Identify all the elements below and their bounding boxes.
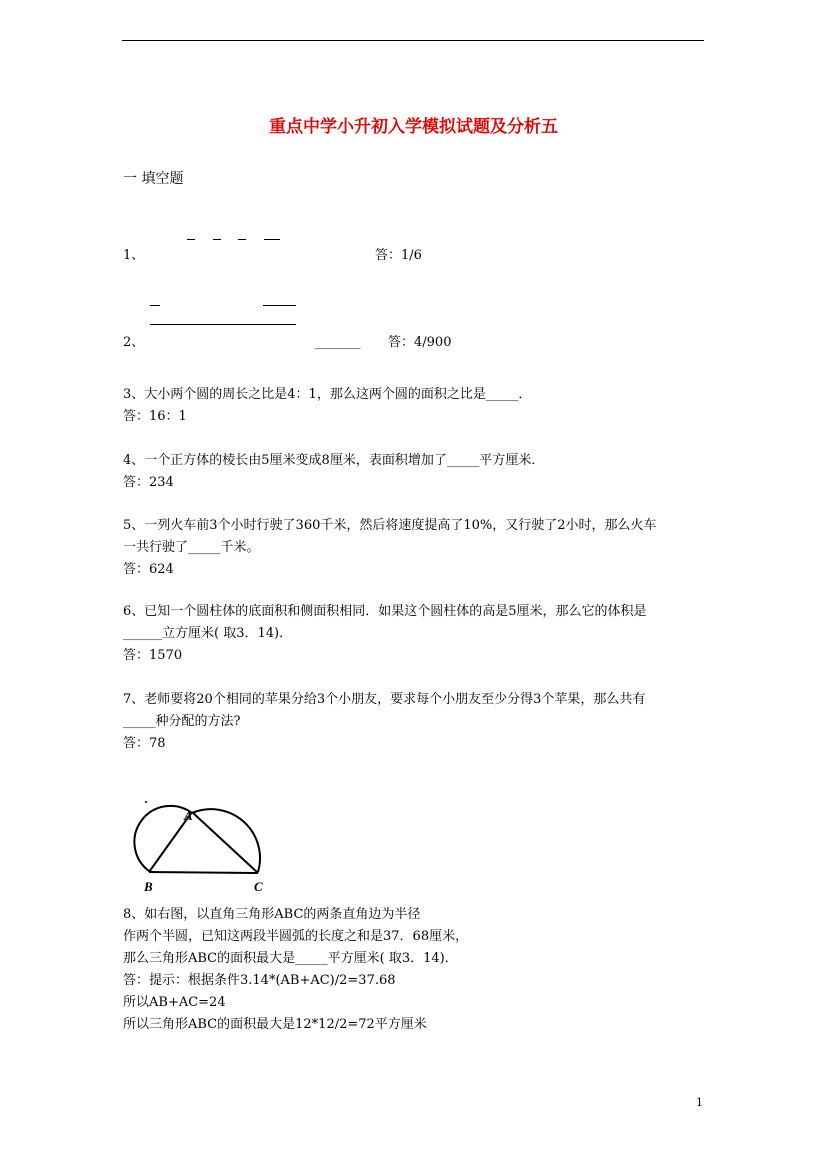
q8-text-line: 8、如右图，以直角三角形ABC的两条直角边为半径 xyxy=(123,907,421,922)
q7-text-line: _____种分配的方法? xyxy=(123,714,241,729)
q8-text-line: 作两个半圆，已知这两段半圆弧的长度之和是37．68厘米， xyxy=(123,929,469,944)
q6-text-line: ______立方厘米( 取3．14)． xyxy=(123,626,293,641)
q4-answer: 答：234 xyxy=(123,475,174,490)
label-a: A xyxy=(184,808,193,823)
q2-formula-dash xyxy=(150,305,160,306)
q1-formula-dash xyxy=(238,239,246,240)
q6-answer: 答：1570 xyxy=(123,648,183,663)
q3-text: 3、大小两个圆的周长之比是4：1，那么这两个圆的面积之比是_____． xyxy=(123,387,532,402)
q5-text-line: 5、一列火车前3个小时行驶了360千米，然后将速度提高了10%，又行驶了2小时，那么火车 xyxy=(123,518,657,533)
q7-text-line: 7、老师要将20个相同的苹果分给3个小朋友，要求每个小朋友至少分得3个苹果，那么共有 xyxy=(123,692,646,707)
q1-answer: 答：1/6 xyxy=(375,248,422,263)
side-bc xyxy=(149,872,258,873)
q2-formula-dash xyxy=(263,305,296,306)
label-b: B xyxy=(144,879,153,894)
document-title: 重点中学小升初入学模拟试题及分析五 xyxy=(269,117,558,137)
stray-dot xyxy=(145,801,147,803)
q7-answer: 答：78 xyxy=(123,736,166,751)
q8-step: 所以AB+AC=24 xyxy=(123,995,226,1010)
q2-answer: 答：4/900 xyxy=(388,335,452,350)
q1-formula-dash xyxy=(264,239,280,240)
q6-text-line: 6、已知一个圆柱体的底面积和侧面积相同．如果这个圆柱体的高是5厘米，那么它的体积是 xyxy=(123,604,647,619)
q1-formula-dash xyxy=(213,239,221,240)
q5-text-line: 一共行驶了_____千米。 xyxy=(123,540,260,555)
q1-number: 1、 xyxy=(123,248,145,263)
q8-conclusion: 所以三角形ABC的面积最大是12*12/2=72平方厘米 xyxy=(123,1017,427,1032)
page-number: 1 xyxy=(696,1096,703,1109)
q1-formula-dash xyxy=(187,239,195,240)
q2-number: 2、 xyxy=(123,335,145,350)
q8-hint: 答：提示：根据条件3.14*(AB+AC)/2=37.68 xyxy=(123,973,396,988)
q2-fraction-bar xyxy=(150,324,296,325)
semicircle-ac xyxy=(192,809,260,872)
header-rule xyxy=(122,40,704,41)
section-heading: 一 填空题 xyxy=(123,171,184,187)
q8-text-line: 那么三角形ABC的面积最大是_____平方厘米( 取3．14)． xyxy=(123,951,458,966)
label-c: C xyxy=(254,879,263,894)
q5-answer: 答：624 xyxy=(123,562,174,577)
side-ac xyxy=(192,812,258,873)
q2-blank: _______ xyxy=(315,335,361,350)
q3-answer: 答：16：1 xyxy=(123,409,187,424)
q4-text: 4、一个正方体的棱长由5厘米变成8厘米，表面积增加了_____平方厘米． xyxy=(123,453,545,468)
q8-semicircle-figure xyxy=(122,798,282,896)
